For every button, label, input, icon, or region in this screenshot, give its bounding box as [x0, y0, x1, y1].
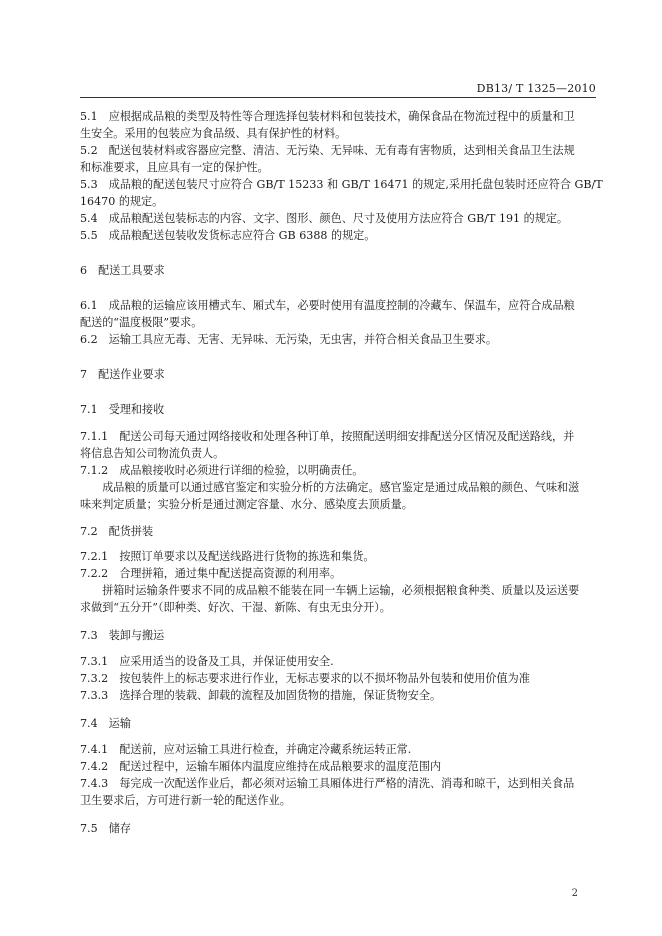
clause-7-2-1: 7.2.1 按照订单要求以及配送线路进行货物的拣选和集货。 [80, 550, 375, 563]
section-6-heading: 6 配送工具要求 [80, 264, 165, 277]
clause-7-4-3-line-2: 卫生要求后，方可进行新一轮的配送作业。 [80, 794, 291, 807]
section-7-2-heading: 7.2 配货拼装 [80, 525, 154, 538]
clause-6-1-line-1: 6.1 成品粮的运输应该用槽式车、厢式车，必要时使用有温度控制的冷藏车、保温车，应符合成品粮 [80, 299, 575, 312]
clause-5-4: 5.4 成品粮配送包装标志的内容、文字、图形、颜色、尺寸及使用方法应符合 GB/T 191 的规定。 [80, 212, 569, 225]
clause-7-3-2: 7.3.2 按包装件上的标志要求进行作业，无标志要求的以不损坏物品外包装和使用价值为准 [80, 672, 530, 685]
clause-7-4-3-line-1: 7.4.3 每完成一次配送作业后，都必须对运输工具厢体进行严格的清洗、消毒和晾干，达到相关食品 [80, 777, 575, 790]
clause-7-4-1: 7.4.1 配送前，应对运输工具进行检查，并确定冷藏系统运转正常. [80, 743, 412, 756]
clause-7-1-1-line-1: 7.1.1 配送公司每天通过网络接收和处理各种订单，按照配送明细安排配送分区情况及配送路线，并 [80, 430, 575, 443]
header-rule [80, 97, 596, 98]
clause-6-2: 6.2 运输工具应无毒、无害、无异味、无污染，无虫害，并符合相关食品卫生要求。 [80, 333, 498, 346]
quality-paragraph-line-2: 味来判定质量；实验分析是通过测定容量、水分、感染度去顶质量。 [80, 498, 413, 511]
consolidation-paragraph-line-2: 求做到“五分开”（即种类、好次、干湿、新陈、有虫无虫分开）。 [80, 601, 391, 614]
section-7-5-heading: 7.5 储存 [80, 822, 131, 835]
clause-7-1-1-line-2: 将信息告知公司物流负责人。 [80, 447, 225, 460]
clause-5-2-line-1: 5.2 配送包装材料或容器应完整、清洁、无污染、无异味、无有毒有害物质，达到相关食品卫生法规 [80, 144, 575, 157]
section-7-heading: 7 配送作业要求 [80, 368, 165, 381]
clause-5-5: 5.5 成品粮配送包装收发货标志应符合 GB 6388 的规定。 [80, 229, 376, 242]
clause-7-4-2: 7.4.2 配送过程中，运输车厢体内温度应维持在成品粮要求的温度范围内 [80, 760, 442, 773]
clause-5-3-line-1: 5.3 成品粮的配送包装尺寸应符合 GB/T 15233 和 GB/T 16471 的规定,采用托盘包装时还应符合 GB/T [80, 178, 603, 191]
clause-6-1-line-2: 配送的“温度极限”要求。 [80, 316, 203, 329]
consolidation-paragraph-line-1: 拼箱时运输条件要求不同的成品粮不能装在同一车辆上运输，必须根据粮食种类、质量以及运送要 [80, 584, 580, 597]
clause-5-3-line-2: 16470 的规定。 [80, 195, 164, 208]
clause-7-2-2: 7.2.2 合理拼箱，通过集中配送提高资源的利用率。 [80, 567, 342, 580]
clause-5-1-line-1: 5.1 应根据成品粮的类型及特性等合理选择包装材料和包装技术，确保食品在物流过程中的质量和卫 [80, 110, 575, 123]
clause-7-3-1: 7.3.1 应采用适当的设备及工具，并保证使用安全. [80, 655, 334, 668]
section-7-1-heading: 7.1 受理和接收 [80, 403, 165, 416]
clause-7-3-3: 7.3.3 选择合理的装载、卸载的流程及加固货物的措施，保证货物安全。 [80, 689, 442, 702]
quality-paragraph-line-1: 成品粮的质量可以通过感官鉴定和实验分析的方法确定。感官鉴定是通过成品粮的颜色、气味和滋 [80, 481, 580, 494]
page-number: 2 [571, 888, 578, 899]
clause-5-2-line-2: 和标准要求，且应具有一定的保护性。 [80, 161, 269, 174]
standard-code-header: DB13/ T 1325—2010 [476, 82, 596, 95]
clause-7-1-2: 7.1.2 成品粮接收时必须进行详细的检验，以明确责任。 [80, 464, 364, 477]
clause-5-1-line-2: 生安全。采用的包装应为食品级、具有保护性的材料。 [80, 127, 347, 140]
section-7-3-heading: 7.3 装卸与搬运 [80, 629, 165, 642]
section-7-4-heading: 7.4 运输 [80, 717, 131, 730]
